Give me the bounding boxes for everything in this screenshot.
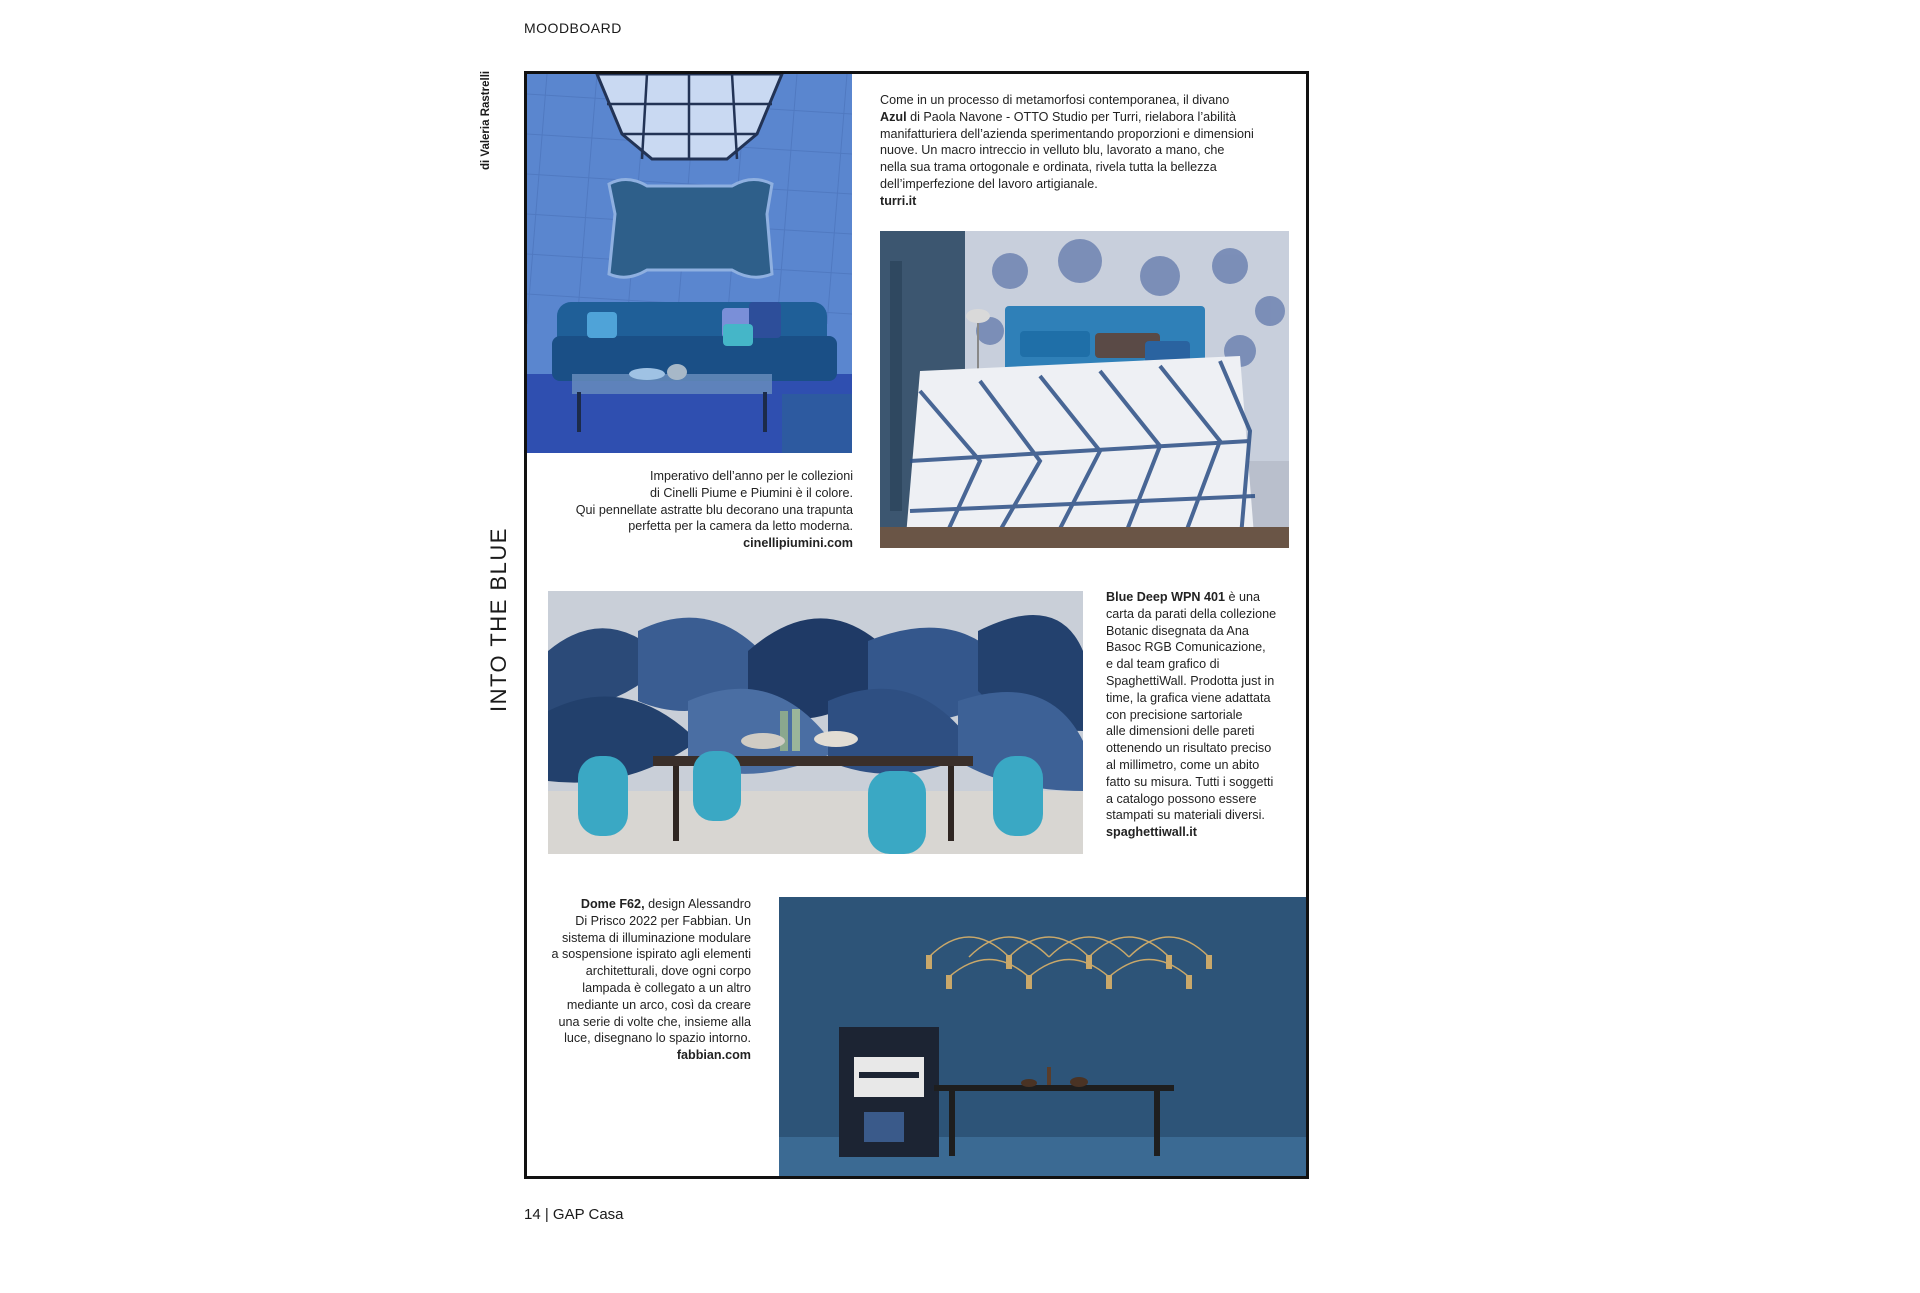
text-line: Di Prisco 2022 per Fabbian. Un [575,913,751,928]
website-link[interactable]: turri.it [880,193,917,208]
product-name: Blue Deep WPN 401 [1106,590,1225,604]
article-turri [880,92,1290,210]
text-line: design Alessandro [644,897,751,911]
photo-blue-sofa [527,74,852,453]
text-line: di Paola Navone - OTTO Studio per Turri, rielabora l’abilità [906,109,1237,124]
text-line: Basoc RGB Comunicazione, [1106,640,1266,655]
article-cinelli [548,468,853,552]
text-line: manifatturiera dell’azienda sperimentando proporzioni e dimensioni [880,126,1254,141]
byline: di Valeria Rastrelli [480,70,492,170]
website-link[interactable]: cinellipiumini.com [743,536,853,551]
text-line: sistema di illuminazione modulare [562,930,751,945]
text-line: perfetta per la camera da letto moderna. [628,519,853,534]
text-line: dell’imperfezione del lavoro artigianale. [880,176,1098,191]
section-label: MOODBOARD [524,20,622,36]
article-fabbian [536,896,751,1064]
text-line: fatto su misura. Tutti i soggetti [1106,774,1274,789]
text-line: alle dimensioni delle pareti [1106,724,1255,739]
text-line: SpaghettiWall. Prodotta just in [1106,673,1275,688]
text-line: architetturali, dove ogni corpo [585,964,751,979]
text-line: e dal team grafico di [1106,657,1220,672]
text-line: a catalogo possono essere [1106,791,1257,806]
text-line: di Cinelli Piume e Piumini è il colore. [650,485,853,500]
text-line: carta da parati della collezione [1106,606,1277,621]
product-name: Azul [880,109,907,124]
text-line: Imperativo dell’anno per le collezioni [649,469,853,483]
text-line: mediante un arco, così da creare [566,997,751,1012]
photo-dome-lamp [779,897,1306,1176]
text-line: ottenendo un risultato preciso [1106,741,1272,756]
page-title: INTO THE BLUE [486,527,511,712]
text-line: è una [1224,590,1260,604]
text-line: nella sua trama ortogonale e ordinata, rivela tutta la bellezza [880,160,1217,175]
text-line: con precisione sartoriale [1106,707,1243,722]
article-spaghettiwall [1106,589,1301,841]
text-line: lampada è collegato a un altro [582,980,751,995]
page-footer: 14 | GAP Casa [524,1206,624,1223]
text-line: a sospensione ispirato agli elementi [551,947,751,962]
photo-botanic-wallpaper [548,591,1083,854]
text-line: stampati su materiali diversi. [1106,808,1265,823]
text-line: time, la grafica viene adattata [1106,690,1271,705]
text-line: Botanic disegnata da Ana [1106,623,1249,638]
text-line: Qui pennellate astratte blu decorano una trapunta [575,502,853,517]
product-name: Dome F62, [580,897,645,911]
text-line: una serie di volte che, insieme alla [558,1014,751,1029]
text-line: Come in un processo di metamorfosi contemporanea, il divano [880,93,1230,107]
text-line: nuove. Un macro intreccio in velluto blu, lavorato a mano, che [880,143,1225,158]
website-link[interactable]: fabbian.com [676,1048,751,1063]
text-line: al millimetro, come un abito [1106,757,1260,772]
website-link[interactable]: spaghettiwall.it [1106,825,1197,840]
text-line: luce, disegnano lo spazio intorno. [564,1031,751,1046]
photo-quilt-bedroom [880,231,1289,548]
